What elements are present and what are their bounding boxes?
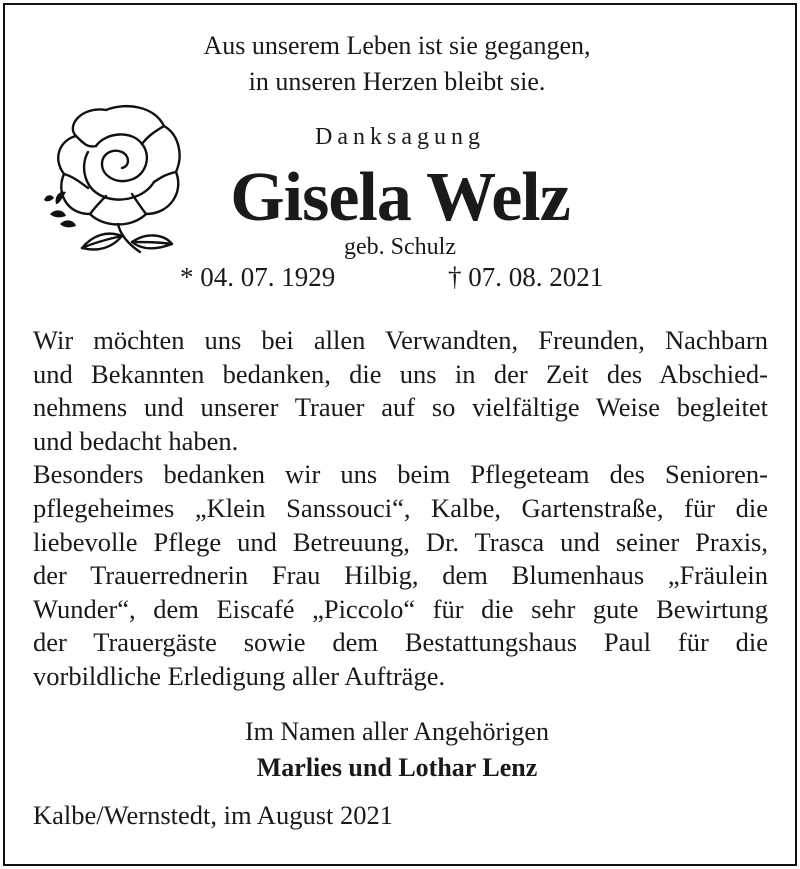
text-line: Wir möchten uns bei allen Verwandten, Freunden, Nachbarn [33,325,768,355]
text-line: der Trauergäste sowie dem Bestattungshaus Paul für die [33,627,768,658]
thank-you-text [33,324,768,694]
motto-line-1: Aus unserem Leben ist sie gegangen, [203,31,591,60]
text-line: Wunder“, dem Eiscafé „Piccolo“ für die sehr gute Bewirtung [33,593,768,624]
deceased-name: Gisela Welz [230,159,570,236]
motto [0,28,794,100]
text-line: pflegeheimes „Klein Sanssouci“, Kalbe, Gartenstraße, für die [33,492,768,523]
text-line: Besonders bedanken wir uns beim Pflegeteam des Senioren- [33,459,768,490]
signoff-intro: Im Namen aller Angehörigen [245,717,549,746]
text-line: liebevolle Pflege und Betreuung, Dr. Trasca und seiner Praxis, [33,526,768,557]
signoff [0,714,794,786]
maiden-name: geb. Schulz [344,234,456,260]
text-line: vorbildliche Erledigung aller Aufträge. [33,660,446,691]
signoff-names: Marlies und Lothar Lenz [256,753,538,782]
rose-icon [36,96,196,256]
birth-date: * 04. 07. 1929 [180,262,336,292]
heading-danksagung: Danksagung [315,124,485,150]
motto-line-2: in unseren Herzen bleibt sie. [248,67,546,96]
text-line: der Trauerrednerin Frau Hilbig, dem Blumenhaus „Fräulein [33,560,768,591]
place-date: Kalbe/Wernstedt, im August 2021 [33,800,393,830]
text-line: nehmens und unserer Trauer auf so vielfältige Weise begleitet [33,392,768,423]
text-line: und bedacht haben. [33,425,239,456]
text-line: und Bekannten bedanken, die uns in der Zeit des Abschied- [33,358,768,389]
death-date: † 07. 08. 2021 [448,262,604,292]
